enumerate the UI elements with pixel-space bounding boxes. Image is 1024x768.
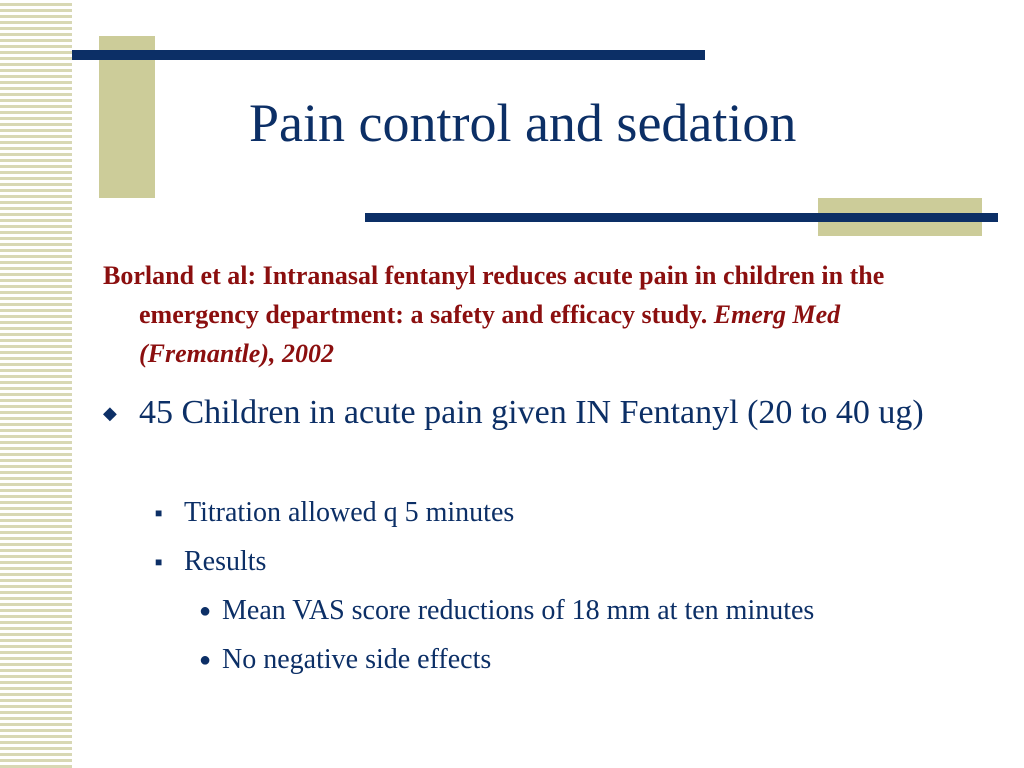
bullet-text: Mean VAS score reductions of 18 mm at ten minutes xyxy=(222,595,815,626)
bullet-text: Results xyxy=(184,546,267,577)
round-bullet-icon: ● xyxy=(199,600,212,622)
decorative-tan-block-top xyxy=(99,36,155,198)
square-bullet-icon: ■ xyxy=(155,555,163,569)
slide-title: Pain control and sedation xyxy=(249,93,797,153)
square-bullet-icon: ■ xyxy=(155,506,163,520)
diamond-bullet-icon: ◆ xyxy=(103,403,117,423)
round-bullet-icon: ● xyxy=(199,649,212,671)
citation-journal: Emerg Med (Fremantle), 2002 xyxy=(139,300,841,368)
study-citation xyxy=(103,256,959,373)
bullet-text: 45 Children in acute pain given IN Fentanyl (20 to 40 ug) xyxy=(139,394,924,431)
bullet-text: Titration allowed q 5 minutes xyxy=(184,497,515,528)
decorative-stripe-panel xyxy=(0,0,72,768)
bullet-level-2 xyxy=(155,543,266,581)
decorative-navy-bar-bottom xyxy=(365,213,998,222)
bullet-level-3 xyxy=(199,592,814,630)
bullet-level-1 xyxy=(103,392,983,434)
bullet-text: No negative side effects xyxy=(222,644,492,675)
bullet-level-3 xyxy=(199,641,491,679)
decorative-navy-bar-top xyxy=(72,50,705,60)
bullet-level-2 xyxy=(155,494,514,532)
citation-text: Borland et al: Intranasal fentanyl reduces acute pain in children in the emergency department: a safety and efficacy study. xyxy=(103,261,885,329)
